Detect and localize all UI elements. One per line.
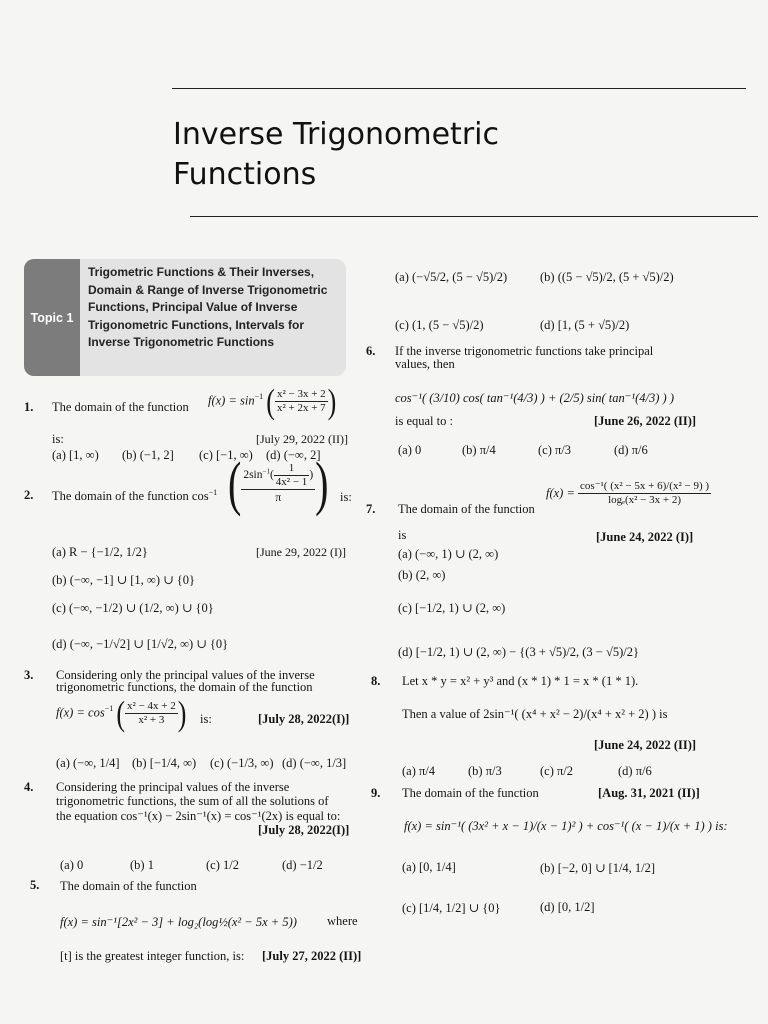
q7-text: The domain of the function <box>398 502 535 516</box>
q1-fraction <box>275 388 328 415</box>
q4-option-b: (b) 1 <box>130 858 154 872</box>
q9-text: The domain of the function <box>402 786 539 800</box>
q2-option-c: (c) (−∞, −1/2) ∪ (1/2, ∞) ∪ {0} <box>52 601 214 615</box>
q4-text-3: the equation cos⁻¹(x) − 2sin⁻¹(x) = cos⁻¹(2x) is equal to: <box>56 809 341 823</box>
q1-ref: [July 29, 2022 (II)] <box>256 432 348 446</box>
q7-frac-den: logₑ(x² − 3x + 2) <box>608 494 681 506</box>
q5-option-d: (d) [1, (5 + √5)/2) <box>540 318 630 332</box>
q8-option-b: (b) π/3 <box>468 764 502 778</box>
q9-option-c: (c) [1/4, 1/2] ∪ {0} <box>402 901 501 915</box>
chapter-title-line2: Functions <box>173 157 317 192</box>
q3-frac-num: x² − 4x + 2 <box>127 700 176 712</box>
q1-option-d: (d) (−∞, 2] <box>266 448 321 462</box>
q3-text-1: Considering only the principal values of the inverse <box>56 668 315 682</box>
q2-formula: ( $2\sin^{-1}$( $\frac{1}{\text{4x² − 1}}$ ) π ) <box>228 449 329 517</box>
q7-option-a: (a) (−∞, 1) ∪ (2, ∞) <box>398 547 499 561</box>
q6-option-b: (b) π/4 <box>462 443 496 457</box>
q3-formula: $f(x) = \cos^{-1}$ ( $\frac{\text{x² − 4x + 2}}{\text{x² + 3}}$ ) <box>56 693 187 733</box>
q1-option-b: (b) (−1, 2] <box>122 448 174 462</box>
q6-option-d: (d) π/6 <box>614 443 648 457</box>
q5-number: 5. <box>30 878 40 892</box>
topic-description: Trigometric Functions & Their Inverses, Domain & Range of Inverse Trigonometric Functions, Principal Value of Inverse Trigonometric Functions, Intervals for Inverse Trigonometric Functions <box>88 265 328 349</box>
q2-is: is: <box>340 490 352 504</box>
q6-number: 6. <box>366 344 376 358</box>
q5-formula: f(x) = sin⁻¹[2x² − 3] + log₂(log½(x² − 5x + 5)) <box>60 915 297 929</box>
q6-option-a: (a) 0 <box>398 443 422 457</box>
q1-option-a: (a) [1, ∞) <box>52 448 99 462</box>
q2-fraction <box>241 462 315 506</box>
topic-label: Topic 1 <box>24 259 80 376</box>
q1-fx: f(x) = sin <box>208 393 255 408</box>
q6-text-1: If the inverse trigonometric functions take principal <box>395 344 654 358</box>
q7-fraction <box>578 480 711 507</box>
q5-option-b: (b) ((5 − √5)/2, (5 + √5)/2) <box>540 270 674 284</box>
q7-option-b: (b) (2, ∞) <box>398 568 446 582</box>
q1-text: The domain of the function <box>52 400 189 414</box>
q6-text-2: values, then <box>395 357 455 371</box>
q4-text-2: trigonometric functions, the sum of all the solutions of <box>56 794 329 808</box>
q6-text-3: is equal to : <box>395 414 453 428</box>
top-rule <box>172 88 746 89</box>
q2-option-d: (d) (−∞, −1/√2] ∪ [1/√2, ∞) ∪ {0} <box>52 637 229 651</box>
q7-is: is <box>398 528 407 542</box>
q7-fx: f(x) = <box>546 486 575 500</box>
q5-option-a: (a) (−√5/2, (5 − √5)/2) <box>395 270 508 284</box>
q7-formula <box>546 480 711 507</box>
q2-frac-num: $2\sin^{-1}$( $\frac{1}{\text{4x² − 1}}$ ) <box>243 462 314 488</box>
q3-frac-den: x² + 3 <box>138 714 165 726</box>
q1-is: is: <box>52 432 64 446</box>
q3-option-c: (c) (−1/3, ∞) <box>210 756 274 770</box>
q5-option-c: (c) (1, (5 − √5)/2) <box>395 318 484 332</box>
q8-number: 8. <box>371 674 381 688</box>
q2-text-main: The domain of the function cos <box>52 489 209 504</box>
q5-where: where <box>327 914 358 928</box>
q5-text: The domain of the function <box>60 879 197 893</box>
q9-option-b: (b) [−2, 0] ∪ [1/4, 1/2] <box>540 861 656 875</box>
q3-option-d: (d) (−∞, 1/3] <box>282 756 347 770</box>
q5-ref: [July 27, 2022 (II)] <box>262 949 362 963</box>
q1-number: 1. <box>24 400 34 414</box>
q3-ref: [July 28, 2022(I)] <box>258 712 350 726</box>
q8-option-d: (d) π/6 <box>618 764 652 778</box>
q2-option-b: (b) (−∞, −1] ∪ [1, ∞) ∪ {0} <box>52 573 195 587</box>
chapter-title-line1: Inverse Trigonometric <box>173 117 499 152</box>
q6-formula: cos⁻¹( (3/10) cos( tan⁻¹(4/3) ) + (2/5) sin( tan⁻¹(4/3) ) ) <box>395 391 674 405</box>
q7-number: 7. <box>366 502 376 516</box>
q7-frac-num: cos⁻¹( (x² − 5x + 6)/(x² − 9) ) <box>580 480 710 492</box>
q9-option-a: (a) [0, 1/4] <box>402 860 456 874</box>
q1-formula: $f(x) = \sin^{-1}$ ( $\frac{\text{x² − 3x + 2}}{\text{x² + 2x + 7}}$ ) <box>208 381 337 421</box>
q4-option-d: (d) −1/2 <box>282 858 323 872</box>
q9-number: 9. <box>371 786 381 800</box>
q7-option-d: (d) [−1/2, 1) ∪ (2, ∞) − {(3 + √5)/2, (3 − √5)/2} <box>398 645 639 659</box>
q4-ref: [July 28, 2022(I)] <box>258 823 350 837</box>
q2-frac-den: π <box>275 492 282 504</box>
q5-text-2: [t] is the greatest integer function, is: <box>60 949 245 963</box>
q3-number: 3. <box>24 668 34 682</box>
q2-inner-sin: 2sin <box>243 469 263 482</box>
q8-ref: [June 24, 2022 (II)] <box>594 738 697 752</box>
q2-option-a: (a) R − {−1/2, 1/2} <box>52 545 148 559</box>
q2-inner-den: 4x² − 1 <box>275 476 308 488</box>
q8-text-1: Let x * y = x² + y³ and (x * 1) * 1 = x * (1 * 1). <box>402 674 639 688</box>
q6-ref: [June 26, 2022 (II)] <box>594 414 697 428</box>
q2-text: The domain of the function $\cos^{-1}$ <box>52 488 218 504</box>
q9-option-d: (d) [0, 1/2] <box>540 900 595 914</box>
q2-inner-num: 1 <box>274 462 310 476</box>
q8-option-a: (a) π/4 <box>402 764 436 778</box>
q9-formula: f(x) = sin⁻¹( (3x² + x − 1)/(x − 1)² ) + cos⁻¹( (x − 1)/(x + 1) ) is: <box>404 819 728 833</box>
q7-option-c: (c) [−1/2, 1) ∪ (2, ∞) <box>398 601 506 615</box>
q3-text-2: trigonometric functions, the domain of the function <box>56 680 313 694</box>
q2-number: 2. <box>24 488 34 502</box>
q3-fx: f(x) = cos <box>56 705 105 720</box>
q6-option-c: (c) π/3 <box>538 443 572 457</box>
q1-frac-num: x² − 3x + 2 <box>276 388 326 400</box>
q9-ref: [Aug. 31, 2021 (II)] <box>598 786 700 800</box>
q1-option-c: (c) [−1, ∞) <box>199 448 253 462</box>
q3-fraction <box>125 700 178 727</box>
q3-is: is: <box>200 712 212 726</box>
title-bottom-rule <box>190 216 758 217</box>
q8-text-2: Then a value of 2sin⁻¹( (x⁴ + x² − 2)/(x⁴ + x² + 2) ) is <box>402 707 668 721</box>
q1-frac-den: x² + 2x + 7 <box>276 402 326 414</box>
q3-option-b: (b) [−1/4, ∞) <box>132 756 197 770</box>
q4-option-a: (a) 0 <box>60 858 84 872</box>
q4-option-c: (c) 1/2 <box>206 858 239 872</box>
chapter-title <box>173 115 499 195</box>
q4-text-1: Considering the principal values of the inverse <box>56 780 290 794</box>
q8-option-c: (c) π/2 <box>540 764 574 778</box>
q2-ref: [June 29, 2022 (I)] <box>256 545 346 559</box>
q4-number: 4. <box>24 780 34 794</box>
q3-option-a: (a) (−∞, 1/4] <box>56 756 120 770</box>
q7-ref: [June 24, 2022 (I)] <box>596 530 694 544</box>
